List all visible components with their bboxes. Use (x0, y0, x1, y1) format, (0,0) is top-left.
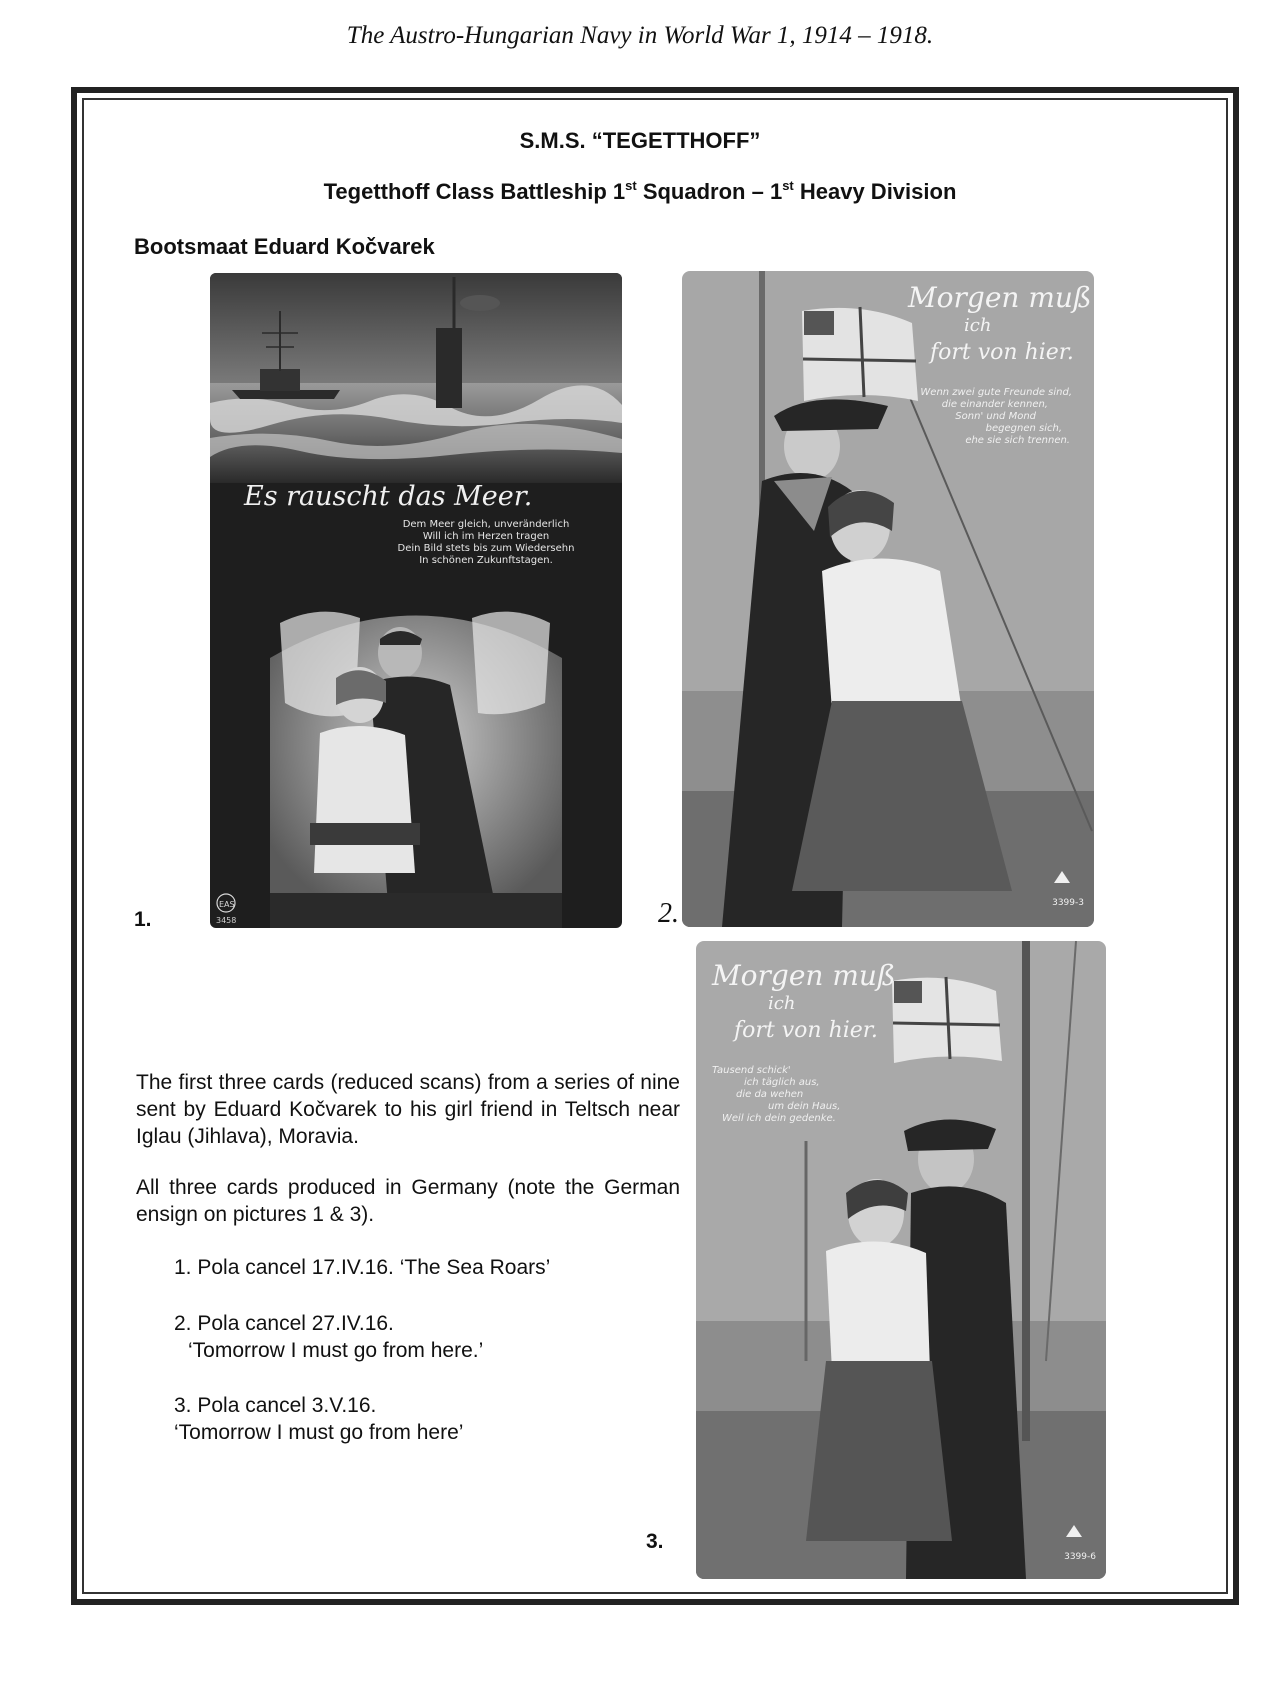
card3-verse-line: die da wehen (736, 1089, 804, 1100)
card1-code: 3458 (216, 916, 237, 925)
card3-heading-3: fort von hier. (734, 1018, 878, 1043)
card3-verse-line: um dein Haus, (768, 1101, 841, 1112)
card-number-2: 2. (658, 898, 679, 929)
card-number-1: 1. (134, 908, 152, 931)
card1-verse-line: Dem Meer gleich, unveränderlich (402, 519, 570, 530)
card1-verse-line: Dein Bild stets bis zum Wiedersehn (397, 543, 575, 554)
card2-heading-2: ich (964, 315, 992, 336)
card2-verse-line: die einander kennen, (941, 399, 1048, 410)
card3-heading-1: Morgen muß (712, 959, 896, 992)
card1-heading: Es rauscht das Meer. (244, 481, 533, 512)
postcard-1 (210, 273, 622, 928)
postcard-2 (682, 271, 1094, 927)
card1-publisher-mark: EAS (219, 900, 235, 909)
card2-heading-1: Morgen muß (908, 281, 1092, 314)
class-text-a: Tegetthoff Class Battleship 1 (323, 179, 626, 204)
list-item-line: 3. Pola cancel 3.V.16. (174, 1394, 377, 1417)
list-item (174, 1254, 550, 1281)
postcard-3 (696, 941, 1106, 1579)
card3-verse-line: Weil ich dein gedenke. (722, 1113, 836, 1124)
class-sup-a: st (625, 178, 637, 193)
card2-heading-3: fort von hier. (930, 340, 1074, 365)
sailor-name: Bootsmaat Eduard Kočvarek (134, 234, 435, 259)
list-item (174, 1310, 483, 1364)
list-item-line: 1. Pola cancel 17.IV.16. ‘The Sea Roars’ (174, 1256, 551, 1279)
card2-verse-line: ehe sie sich trennen. (965, 435, 1070, 446)
card1-verse-line: Will ich im Herzen tragen (422, 531, 550, 542)
list-item-line: ‘Tomorrow I must go from here’ (174, 1421, 464, 1444)
card2-verse-line: Wenn zwei gute Freunde sind, (920, 387, 1072, 398)
description-paragraph-2: All three cards produced in Germany (note the German ensign on pictures 1 & 3). (136, 1176, 680, 1226)
postcard-2-image (682, 271, 1094, 927)
postcard-1-image (210, 273, 622, 928)
card3-verse-line: ich täglich aus, (744, 1077, 820, 1088)
ship-class-line (0, 178, 1280, 205)
postcard-3-image (696, 941, 1106, 1579)
class-text-c: Heavy Division (793, 179, 957, 204)
list-item (174, 1392, 463, 1446)
list-item-line: ‘Tomorrow I must go from here.’ (188, 1339, 484, 1362)
card2-verse-line: Sonn' und Mond (955, 411, 1036, 422)
card3-verse-line: Tausend schick' (712, 1065, 791, 1076)
page-header-title: The Austro-Hungarian Navy in World War 1, 1914 – 1918. (346, 22, 934, 49)
class-sup-b: st (782, 178, 794, 193)
ship-name: S.M.S. “TEGETTHOFF” (519, 128, 761, 153)
card2-verse-line: begegnen sich, (985, 423, 1062, 434)
description-paragraph-1: The first three cards (reduced scans) from a series of nine sent by Eduard Kočvarek to his girl friend in Teltsch near Iglau (Jihlava), Moravia. (136, 1071, 680, 1148)
card-number-3: 3. (646, 1530, 664, 1553)
list-item-line: 2. Pola cancel 27.IV.16. (174, 1312, 394, 1335)
card2-code: 3399-3 (1052, 898, 1084, 908)
card1-verse-line: In schönen Zukunftstagen. (419, 555, 553, 566)
class-text-b: Squadron – 1 (636, 179, 783, 204)
card3-heading-2: ich (768, 993, 796, 1014)
card3-code: 3399-6 (1064, 1552, 1096, 1562)
